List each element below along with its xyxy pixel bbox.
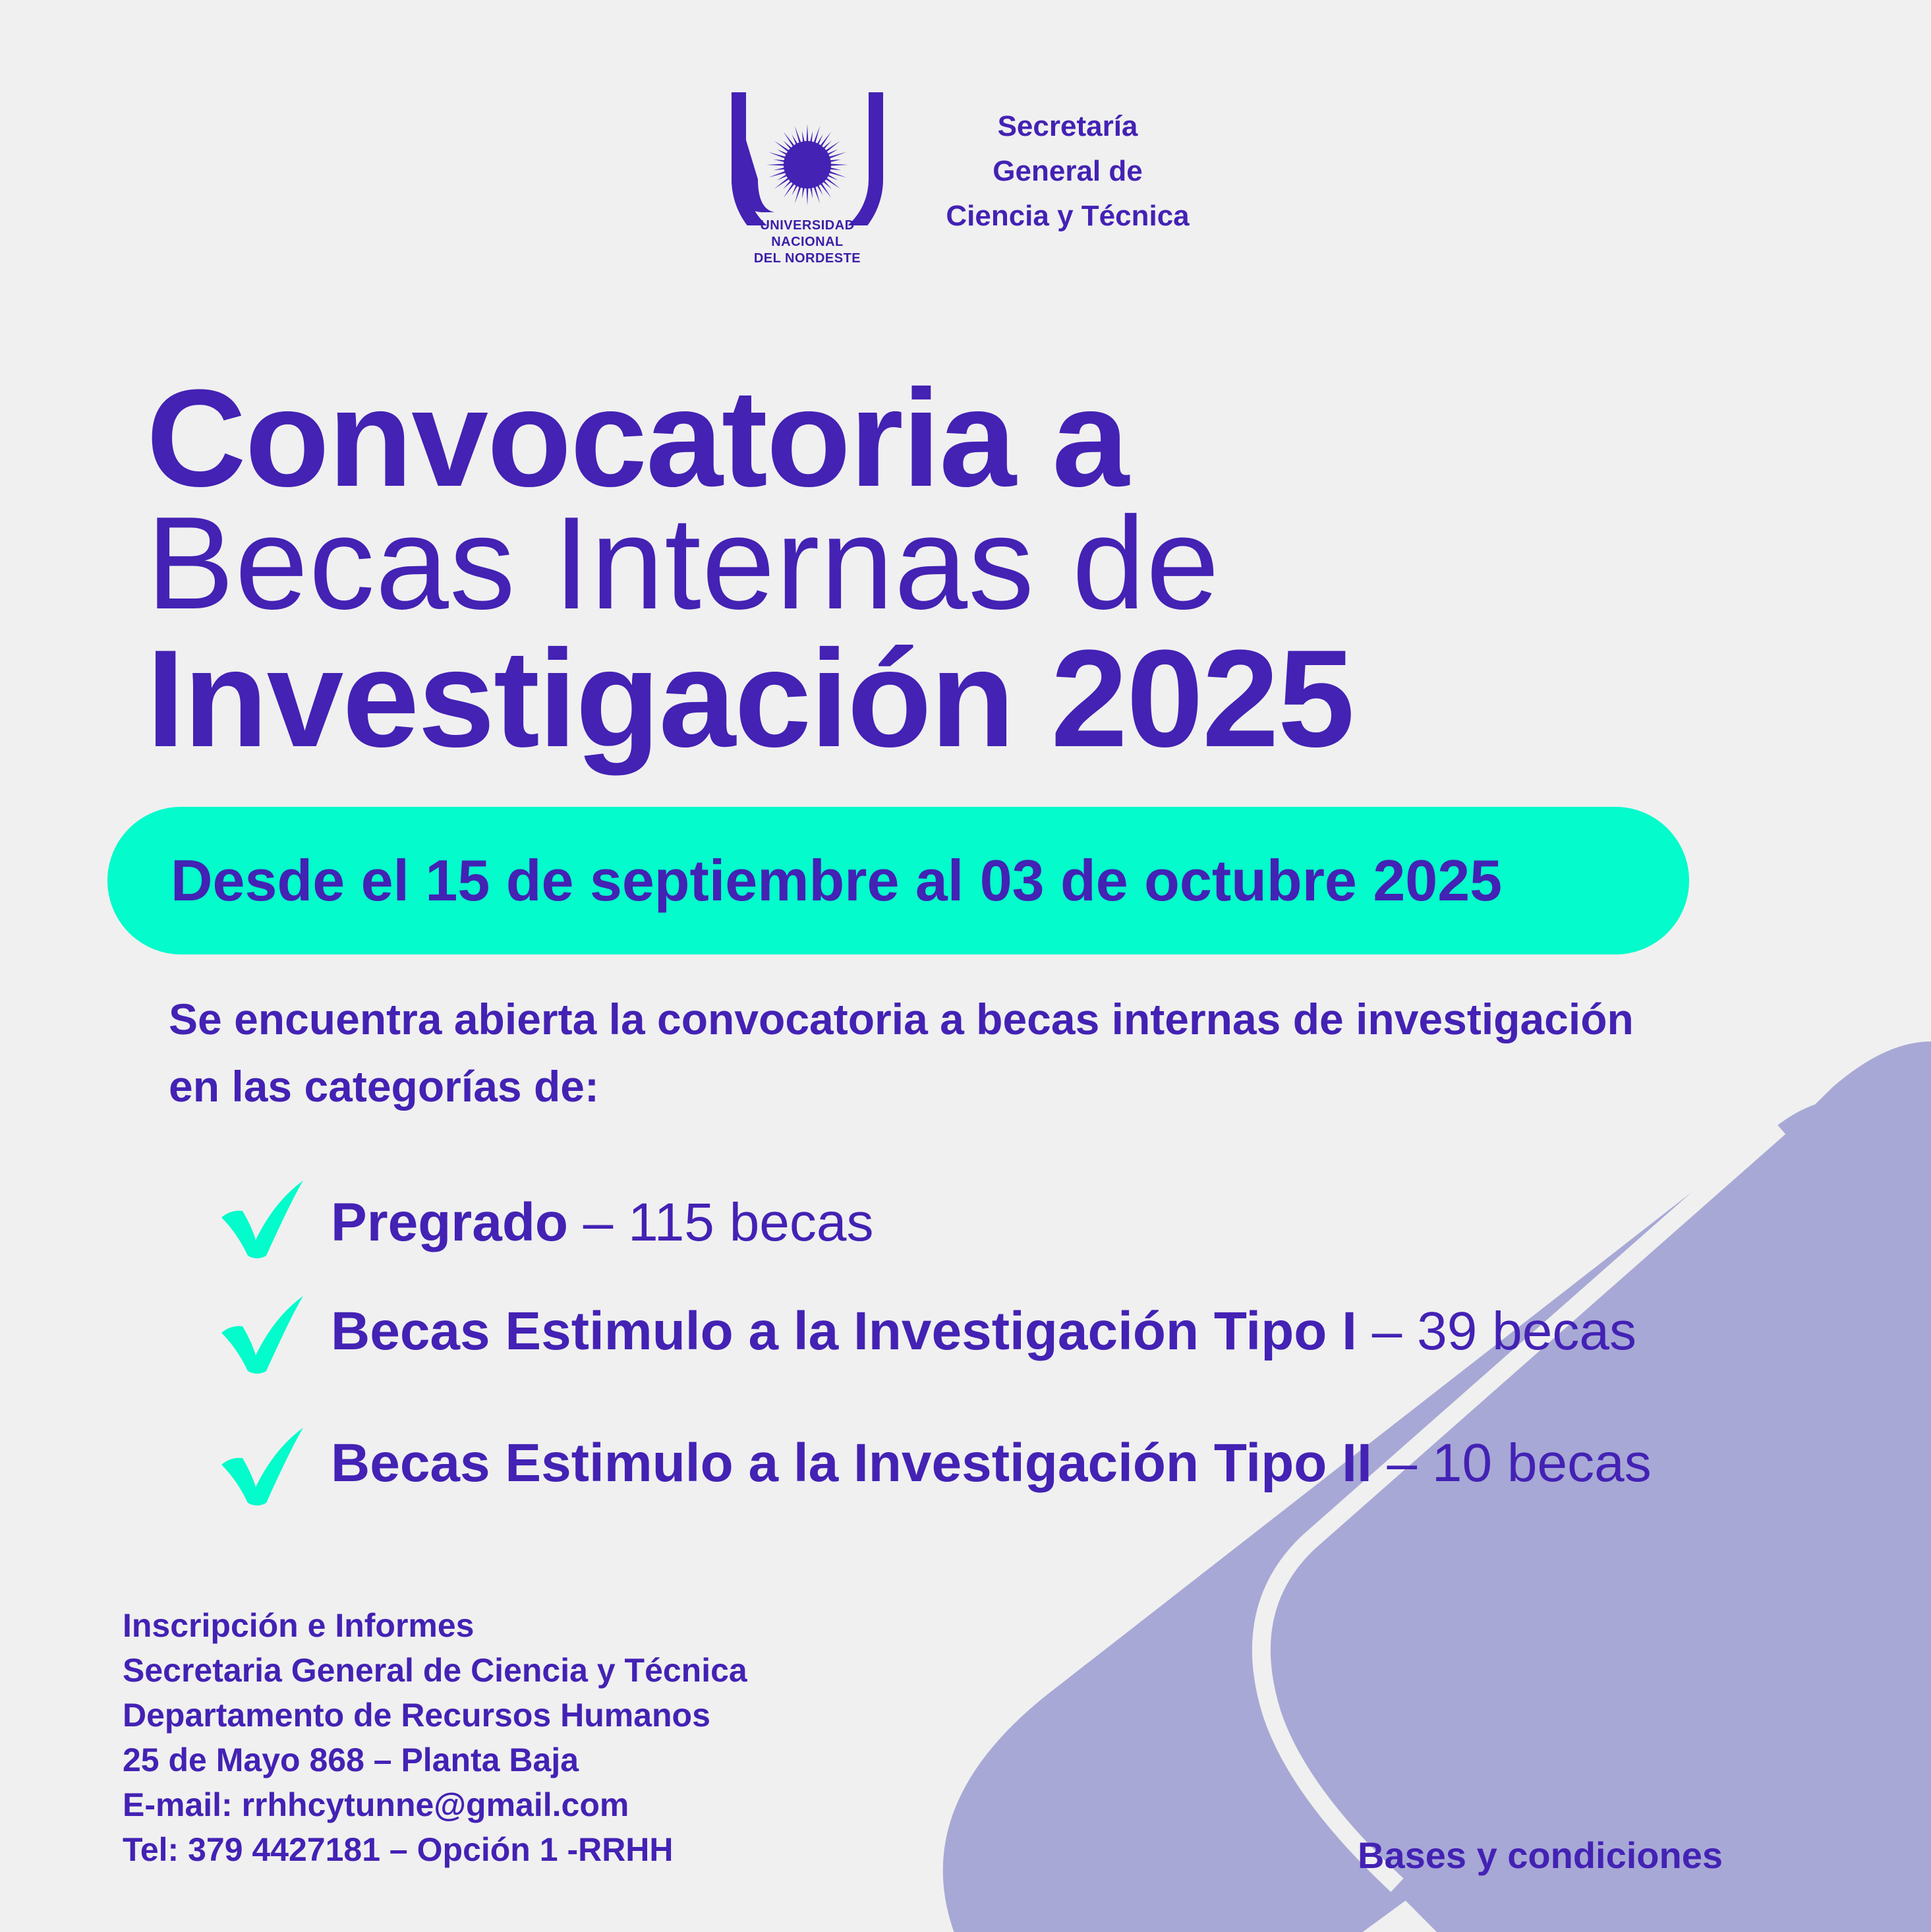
intro-paragraph: Se encuentra abierta la convocatoria a becas internas de investigación en las categorías de: [169,995,1634,1111]
sun-ray [806,124,808,144]
contact-info [123,1603,979,1872]
university-name-line: UNIVERSIDAD [760,218,855,233]
secretaria-line: Ciencia y Técnica [946,200,1190,232]
category-name: Pregrado [331,1192,568,1252]
sun-ray [806,186,808,206]
contact-heading: Inscripción e Informes [123,1607,475,1644]
checkmark-icon [217,1292,310,1378]
sun-ray [774,177,791,189]
sun-ray [774,141,791,154]
sun-ray [819,181,832,198]
sun-ray [824,141,840,154]
university-name-line: NACIONAL [771,235,844,249]
sun-ray [766,163,786,165]
secretaria-line: General de [993,155,1143,187]
secretaria-line: Secretaría [997,110,1138,142]
date-range-banner [107,807,1689,954]
contact-line: Departamento de Recursos Humanos [123,1697,710,1734]
date-range-text: Desde el 15 de septiembre al 03 de octubre 2025 [171,848,1503,913]
category-name: Becas Estimulo a la Investigación Tipo I [331,1301,1357,1361]
sun-ray [784,181,796,198]
checkmark-icon [217,1177,310,1262]
category-item [217,1424,1799,1529]
category-item [217,1177,1799,1282]
sun-ray [784,132,796,148]
category-label [331,1417,1652,1509]
contact-email[interactable]: E-mail: rrhhcytunne@gmail.com [123,1786,629,1823]
unne-emblem-icon [712,87,903,225]
category-label [331,1177,874,1269]
title-line-3: Investigación 2025 [146,621,1354,776]
checkmark-icon [217,1424,310,1509]
contact-line: Secretaria General de Ciencia y Técnica [123,1652,747,1689]
sun-ray [819,132,832,148]
category-label [331,1285,1636,1378]
category-name: Becas Estimulo a la Investigación Tipo II [331,1433,1372,1493]
category-count: – 115 becas [583,1192,874,1252]
sun-ray [828,163,848,165]
secretaria-label [909,104,1226,239]
title-line-1: Convocatoria a [146,361,1128,515]
bases-condiciones-link[interactable]: Bases y condiciones [1358,1834,1723,1876]
university-name-line: DEL NORDESTE [753,251,861,266]
category-count: – 39 becas [1371,1301,1636,1361]
category-item [217,1292,1799,1397]
category-count: – 10 becas [1387,1433,1652,1493]
title-line-2: Becas Internas de [146,490,1221,637]
contact-phone: Tel: 379 4427181 – Opción 1 -RRHH [123,1831,674,1868]
unne-logo [712,87,903,272]
sun-ray [824,177,840,189]
contact-line: 25 de Mayo 868 – Planta Baja [123,1742,579,1778]
